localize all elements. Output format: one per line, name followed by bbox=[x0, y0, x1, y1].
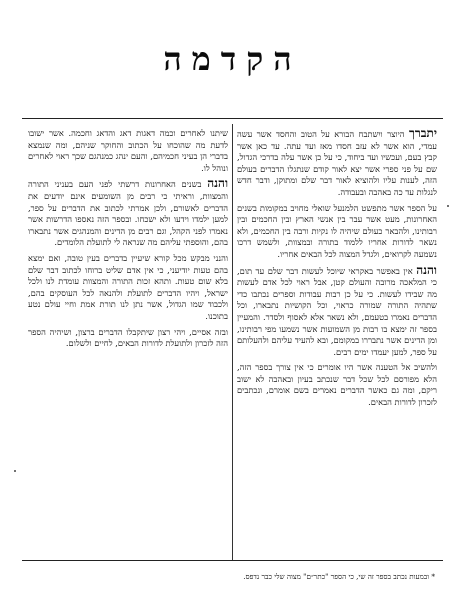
right-column bbox=[237, 128, 437, 558]
paragraph-text: ולהשיב אל הטענה אשר היו אומרים כי אין צורך בספר הזה, הלא מפורסם לכל שכל דבר שנכתב בעיון ובאהבה לא ישוב ריקם, ומה גם כאשר הדברים נאמרים בשם אומרם, ונכתבים לזכרון לדורות הבאים. bbox=[237, 362, 437, 408]
paragraph bbox=[237, 362, 437, 408]
paragraph-text: היוצר ויִשתבח הבורא על הטוב והחסד אשר עשה עמדי, הוא אשר לא עזב חסדו מאז ועד עתה. עד כאן אשר קבץ בעם, ועכשיו ועד ביחוד, כי על כן אשר עלה בדרכי הגדול, שם על פני ספרי אשר יצא לאור קודם שנתגלו הדברים בעולם הזה, לענות עליו ולהוציא לאור דבר שלם ומתוקן, ודבר חדש לנגלות עד כה באהבה ובעבודה. bbox=[237, 129, 437, 197]
paragraph-text: שיתנו לאחרים וכמה דאגות דאג והדאג וחכמה. אשר ישובו לדעת מה שהוכחו על הכתוב והחוקר שניהם, ומה שנמצא בדברי הן בעיני חכמיהם, והעם ינהג כמנהגם שכך ראוי לאחרים ונוהל לו. bbox=[28, 128, 228, 173]
paragraph-text: אין באפשר באקראי שיוכל לעשות דבר שלם עד תום, כי המלאכה מרובה והעולם קטן, אבל ראוי לכל אדם לעשות מה שבידו לעשות. כי על כן רבות עבודות וספרים נכתבו כדי שתהיה התורה שמורה כראוי, וכל הקושיות נתבארו, וכל הדברים נאמרו בטעמם, ולא נשאר אלא לאסוף ולסדר. והמעיין בספר זה ימצא בו רבות מן השמועות אשר נשמעו מפי רבותינו, ומן הדינים אשר נתבררו במקומם, ובא להעיד עליהם ולהעלותם על ספר, למען יעמדו ימים רבים. bbox=[237, 265, 437, 357]
paragraph bbox=[237, 203, 437, 261]
paragraph-text: בשנים האחרונות דרשתי לפני העם בעניני התורה והמצוות, וראיתי כי רבים מן השומעים אינם יודעים את הדברים לאשורם, ולכן אמרתי לכתוב את הדברים על ספר, למען ילמדו וידעו ולא ישכחו. ובספר הזה נאספו הדרשות אשר נאמרו לפני הקהל, וגם רבים מן הדינים והמנהגים אשר נתבארו בהם, והוספתי עליהם מה שנראה לי לתועלת הלומדים. bbox=[28, 179, 228, 248]
page-title: הקדמה bbox=[163, 40, 302, 78]
paragraph-lead-word: והנה bbox=[207, 176, 228, 191]
left-column bbox=[28, 128, 228, 558]
paragraph bbox=[28, 327, 228, 350]
paragraph bbox=[28, 178, 228, 249]
paragraph bbox=[237, 128, 437, 199]
scan-speck bbox=[447, 205, 449, 207]
paragraph-lead-word: והנה bbox=[416, 262, 437, 277]
paragraph-lead-word: יתברך bbox=[408, 128, 437, 140]
column-divider bbox=[232, 124, 233, 560]
paragraph-text: והנני מבקש מכל קורא שיעיין בדברים בעין טובה, ואם ימצא בהם טעות יודיעני, כי אין אדם שליט ברוחו לכתוב דבר שלם בלא שום טעות. ותהא זכות התורה והמצוות עומדת לנו ולכל ישראל, ויהיו הדברים לתועלת ולהנאה לכל העוסקים בהם, ולכבוד שמו הגדול, אשר נתן לנו תורת אמת וחיי עולם נטע בתוכנו. bbox=[28, 252, 228, 321]
header-rule bbox=[22, 118, 443, 119]
paragraph-text: על הספר אשר מתפשט הלמנעל שואלי מחויב במקומות בשנים האחרונות, מעט אשר עבר בין אנשי הארץ ובין החכמים ובין רבותינו, ולהבאר כעולם שיהיה לו נקיות ורבה בין החכמים, ולא נשאר לדורות אחריו ללמוד בתורה ובמצוות, ולשמש דרכו נשמעה לקרואים, ולגדל המצוה לכל הבאים אחריו. bbox=[237, 202, 437, 259]
paragraph bbox=[237, 262, 437, 359]
paragraph bbox=[28, 128, 228, 174]
paragraph bbox=[28, 253, 228, 323]
scan-speck bbox=[14, 470, 16, 472]
footnote-rule bbox=[22, 560, 443, 561]
paragraph-text: ובזה אסיים, ויהי רצון שיתקבלו הדברים ברצון, ושיהיה הספר הזה לזכרון ולתועלת לדורות הבאים, לחיים ולשלום. bbox=[28, 326, 228, 349]
footnote: * ובמעות נכתב בספר זה שי, כי הספר "כתר״ם" מצוה שלי כבר נדפס. bbox=[243, 572, 435, 581]
